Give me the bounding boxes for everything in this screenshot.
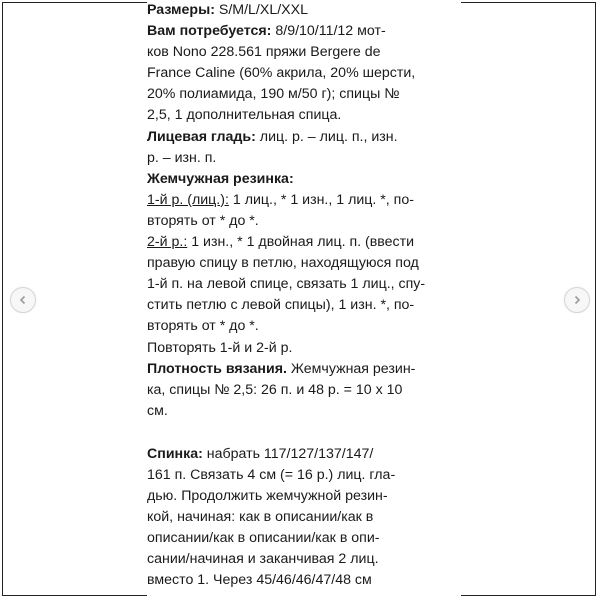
stockinette-paragraph bbox=[147, 127, 461, 169]
pattern-text-page bbox=[147, 0, 461, 600]
stockinette-line: лиц. р. – лиц. п., изн. bbox=[255, 128, 398, 145]
pearl-rib-title: Жемчужная резинка: bbox=[147, 170, 294, 187]
back-paragraph bbox=[147, 444, 461, 592]
back-line: кой, начиная: как в описании/как в bbox=[147, 509, 374, 526]
back-line: вместо 1. Через 45/46/46/47/48 см bbox=[147, 572, 372, 589]
materials-line: 2,5, 1 дополнительная спица. bbox=[147, 107, 342, 124]
gauge-line: Жемчужная резин- bbox=[286, 360, 416, 377]
paragraph-gap bbox=[147, 422, 461, 444]
row2-line: вторять от * до *. bbox=[147, 318, 259, 335]
back-line: дью. Продолжить жемчужной резин- bbox=[147, 488, 388, 505]
materials-line: 8/9/10/11/12 мот- bbox=[271, 23, 386, 40]
sizes-label: Размеры: bbox=[147, 2, 215, 18]
row1-line: 1 лиц., * 1 изн., 1 лиц. *, по- bbox=[228, 191, 414, 208]
row2-line: 1 изн., * 1 двойная лиц. п. (ввести bbox=[187, 234, 415, 251]
row2-line: 1-й п. на левой спице, связать 1 лиц., спу- bbox=[147, 276, 426, 293]
materials-line: ков Nono 228.561 пряжи Bergere de bbox=[147, 44, 381, 61]
gauge-line: ка, спицы № 2,5: 26 п. и 48 р. = 10 х 10 bbox=[147, 381, 403, 398]
materials-paragraph bbox=[147, 21, 461, 126]
repeat-line: Повторять 1-й и 2-й р. bbox=[147, 339, 293, 356]
gauge-line: см. bbox=[147, 402, 168, 419]
back-label: Спинка: bbox=[147, 445, 203, 462]
back-line: 161 п. Связать 4 см (= 16 р.) лиц. гла- bbox=[147, 466, 396, 483]
materials-line: 20% полиамида, 190 м/50 г); спицы № bbox=[147, 86, 400, 103]
chevron-right-icon bbox=[572, 295, 582, 305]
sizes-line bbox=[147, 0, 461, 21]
back-line: набрать 117/127/137/147/ bbox=[202, 445, 374, 462]
row2-label: 2-й р.: bbox=[147, 234, 188, 251]
stockinette-line: р. – изн. п. bbox=[147, 149, 217, 166]
gauge-label: Плотность вязания. bbox=[147, 360, 287, 377]
gauge-paragraph bbox=[147, 359, 461, 422]
row1-label: 1-й р. (лиц.): bbox=[147, 191, 229, 208]
materials-label: Вам потребуется: bbox=[147, 23, 272, 40]
stockinette-label: Лицевая гладь: bbox=[147, 128, 256, 145]
row1-line: вторять от * до *. bbox=[147, 212, 259, 229]
back-line: сании/начиная и заканчивая 2 лиц. bbox=[147, 551, 379, 568]
row2-line: правую спицу в петлю, находящуюся под bbox=[147, 255, 419, 272]
carousel-next-button[interactable] bbox=[564, 287, 590, 313]
carousel-prev-button[interactable] bbox=[10, 287, 36, 313]
chevron-left-icon bbox=[18, 295, 28, 305]
materials-line: France Caline (60% акрила, 20% шерсти, bbox=[147, 65, 416, 82]
sizes-value: S/M/L/XL/XXL bbox=[214, 2, 308, 18]
pearl-rib-section bbox=[147, 169, 461, 359]
back-line: описании/как в описании/как в опи- bbox=[147, 530, 380, 547]
row2-line: стить петлю с левой спицы), 1 изн. *, по- bbox=[147, 297, 415, 314]
